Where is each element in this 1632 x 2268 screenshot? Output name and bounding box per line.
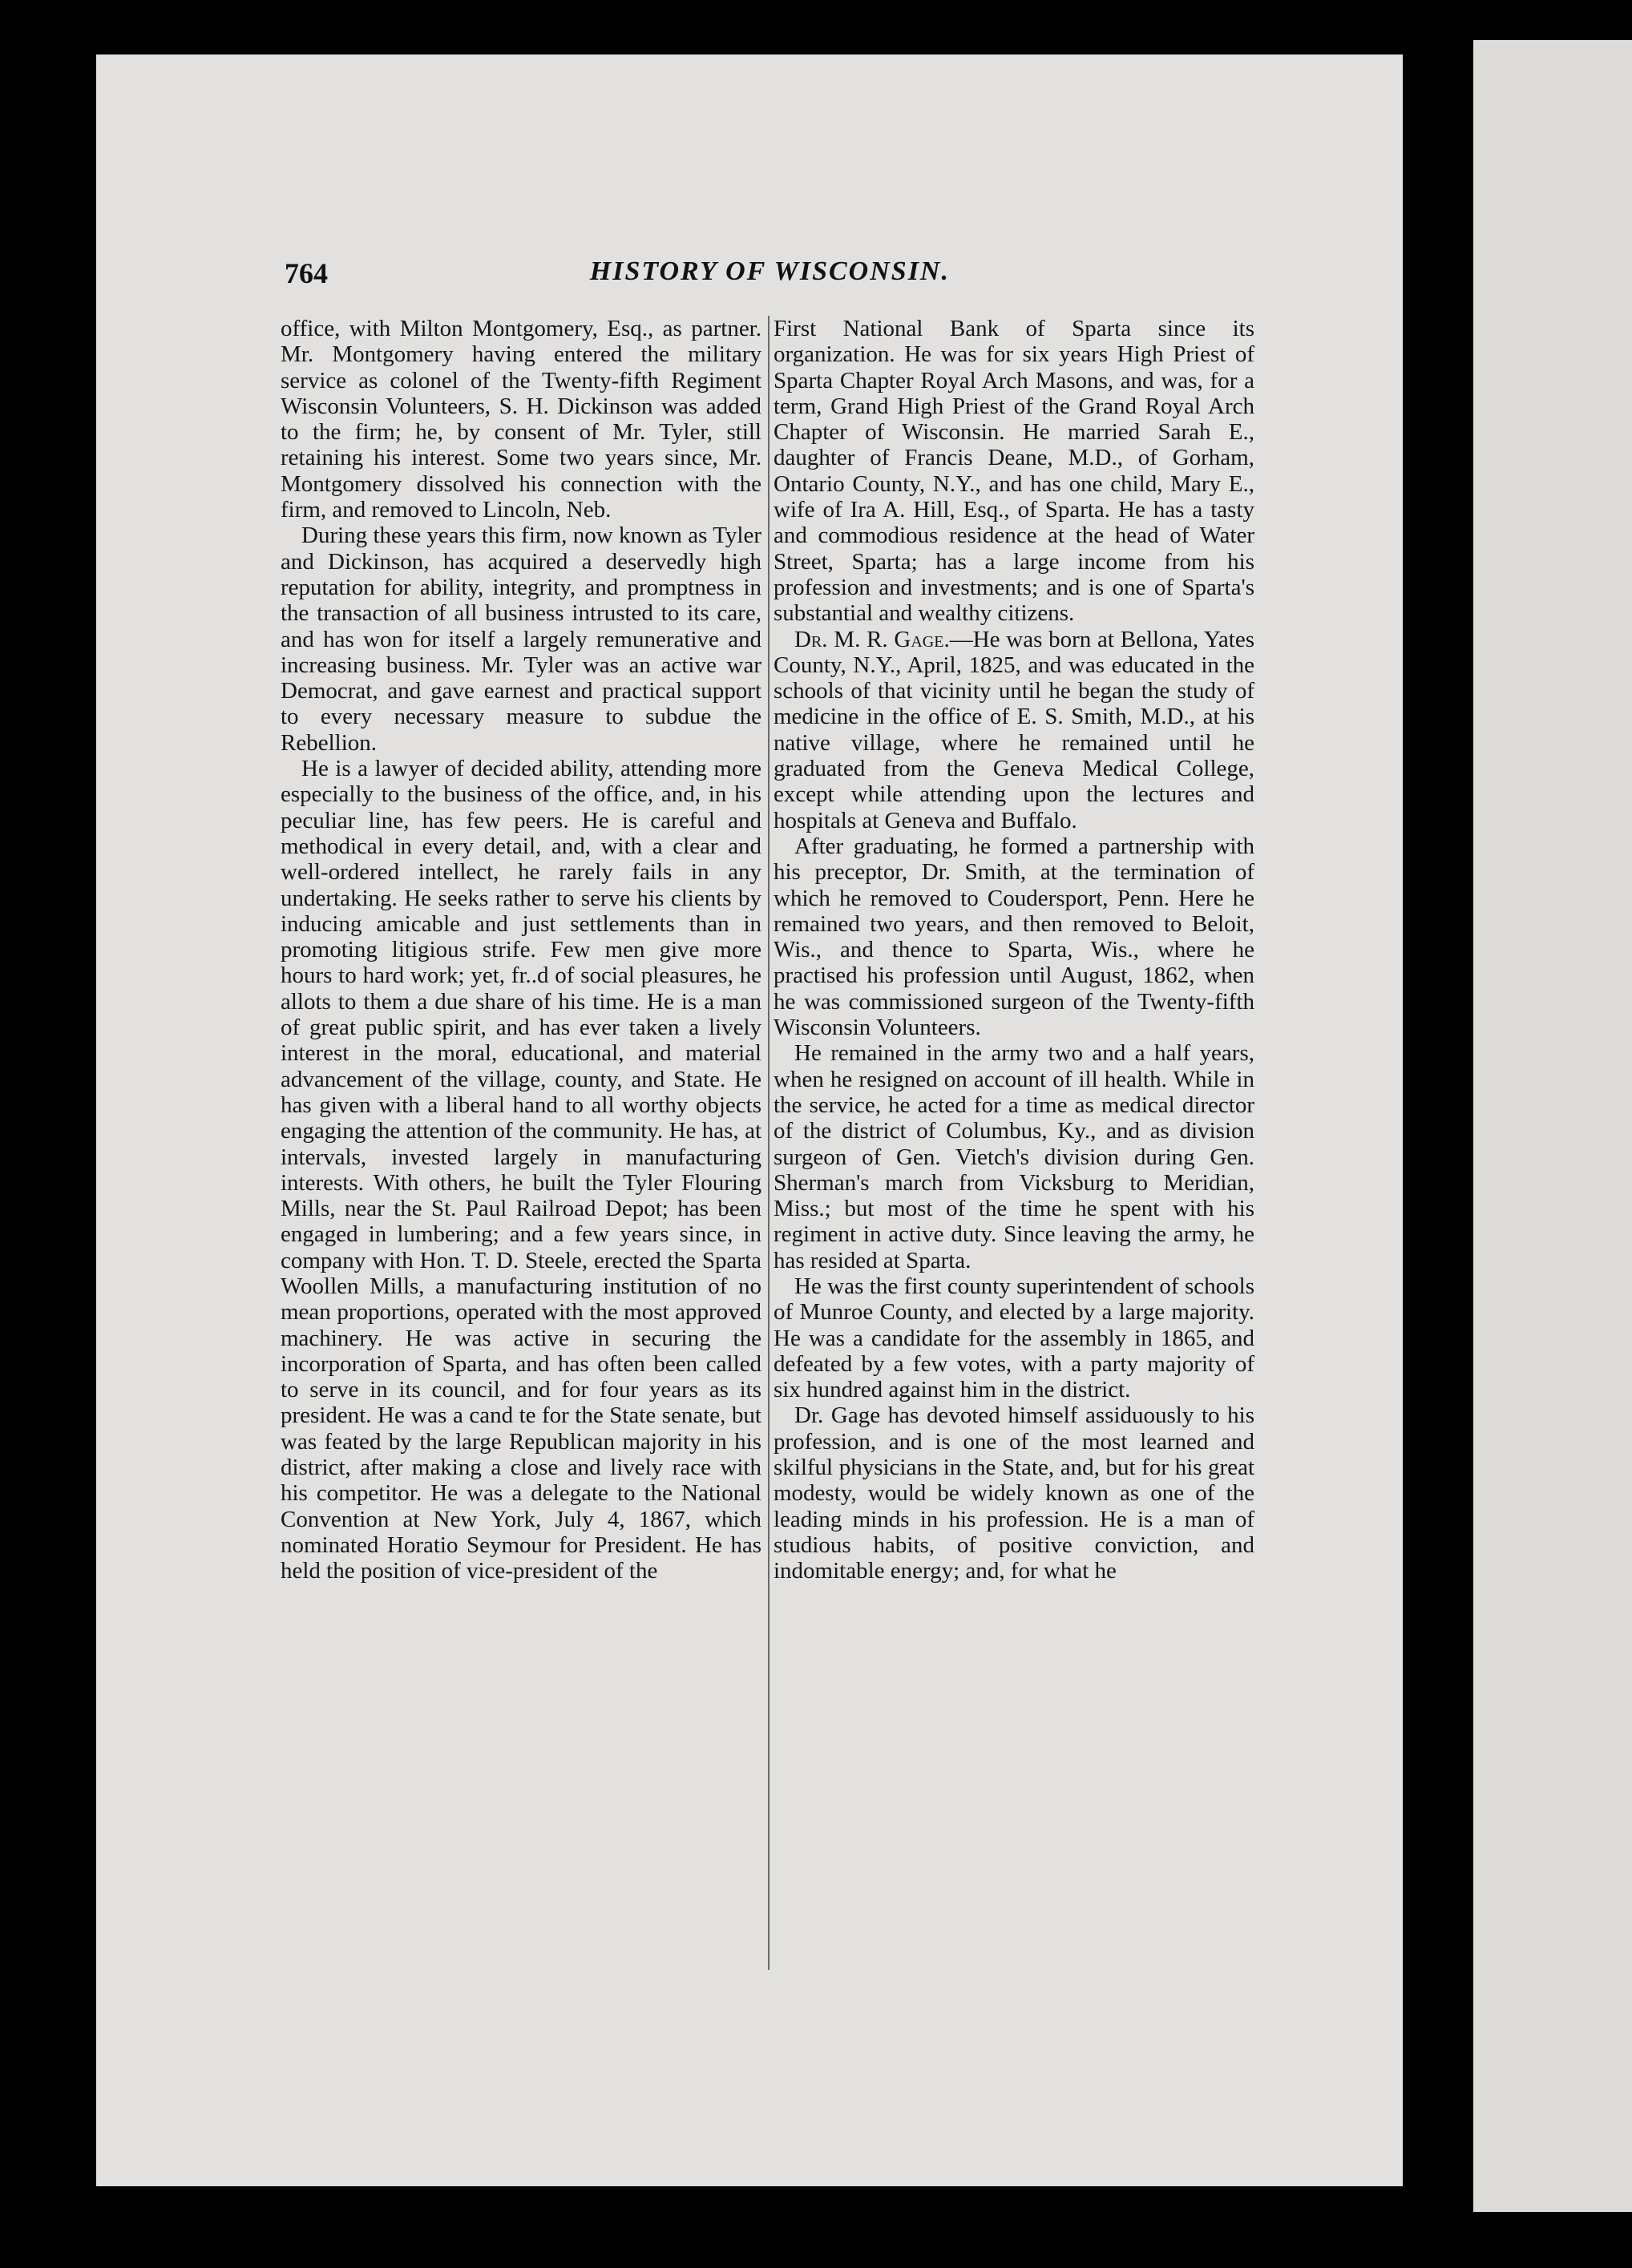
- paragraph: office, with Milton Montgomery, Esq., as partner. Mr. Montgomery having entered the military service as colonel of the Twenty-fifth Regiment Wisconsin Volunteers, S. H. Dickinson was added to the firm; he, by consent of Mr. Tyler, still retaining his interest. Some two years since, Mr. Montgomery dissolved his connection with the firm, and removed to Lincoln, Neb.: [281, 316, 761, 523]
- paragraph: He was the first county superintendent of schools of Munroe County, and elected by a large majority. He was a candidate for the assembly in 1865, and defeated by a few votes, with a party majority of six hundred against him in the district.: [774, 1273, 1254, 1403]
- biography-heading: Dr. M. R. Gage.: [794, 626, 950, 652]
- column-divider: [768, 316, 770, 1970]
- paragraph: Dr. Gage has devoted himself assiduously to his profession, and is one of the most learned and skilful physicians in the State, and, but for his great modesty, would be widely known as one of the leading minds in his profession. He is a man of studious habits, of positive conviction, and indomitable energy; and, for what he: [774, 1402, 1254, 1584]
- left-column: [281, 316, 761, 1584]
- page-header: [285, 256, 950, 297]
- paragraph: [774, 627, 1254, 833]
- paragraph: He remained in the army two and a half years, when he resigned on account of ill health. While in the service, he acted for a time as medical director of the district of Columbus, Ky., and as division surgeon of Gen. Vietch's division during Gen. Sherman's march from Vicksburg to Meridian, Miss.; but most of the time he spent with his regiment in active duty. Since leaving the army, he has resided at Sparta.: [774, 1040, 1254, 1273]
- page-number: 764: [285, 257, 328, 289]
- paragraph: After graduating, he formed a partnership with his preceptor, Dr. Smith, at the termination of which he removed to Coudersport, Penn. Here he remained two years, and then removed to Beloit, Wis., and thence to Sparta, Wis., where he practised his profession until August, 1862, when he was commissioned surgeon of the Twenty-fifth Wisconsin Volunteers.: [774, 833, 1254, 1041]
- facing-page-edge: [1473, 40, 1632, 2212]
- running-title: HISTORY OF WISCONSIN.: [589, 256, 950, 286]
- paragraph: He is a lawyer of decided ability, attending more especially to the business of the office, and, in his peculiar line, has few peers. He is careful and methodical in every detail, and, with a clear and well-ordered intellect, he rarely fails in any undertaking. He seeks rather to serve his clients by inducing amicable and just settlements than in promoting litigious strife. Few men give more hours to hard work; yet, fr..d of social pleasures, he allots to them a due share of his time. He is a man of great public spirit, and has ever taken a lively interest in the moral, educational, and material advancement of the village, county, and State. He has given with a liberal hand to all worthy objects engaging the attention of the community. He has, at intervals, invested largely in manufacturing interests. With others, he built the Tyler Flouring Mills, near the St. Paul Railroad Depot; has been engaged in lumbering; and a few years since, in company with Hon. T. D. Steele, erected the Sparta Woollen Mills, a manufacturing institution of no mean proportions, operated with the most approved machinery. He was active in securing the incorporation of Sparta, and has often been called to serve in its council, and for four years as its president. He was a cand te for the State senate, but was feated by the large Republican majority in his district, after making a close and lively race with his competitor. He was a delegate to the National Convention at New York, July 4, 1867, which nominated Horatio Seymour for President. He has held the position of vice-president of the: [281, 756, 761, 1584]
- right-column: [774, 316, 1254, 1584]
- paragraph: During these years this firm, now known as Tyler and Dickinson, has acquired a deservedly high reputation for ability, integrity, and promptness in the transaction of all business intrusted to its care, and has won for itself a largely remunerative and increasing business. Mr. Tyler was an active war Democrat, and gave earnest and practical support to every necessary measure to subdue the Rebellion.: [281, 523, 761, 756]
- paragraph: First National Bank of Sparta since its organization. He was for six years High Priest of Sparta Chapter Royal Arch Masons, and was, for a term, Grand High Priest of the Grand Royal Arch Chapter of Wisconsin. He married Sarah E., daughter of Francis Deane, M.D., of Gorham, Ontario County, N.Y., and has one child, Mary E., wife of Ira A. Hill, Esq., of Sparta. He has a tasty and commodious residence at the head of Water Street, Sparta; has a large income from his profession and investments; and is one of Sparta's substantial and wealthy citizens.: [774, 316, 1254, 627]
- paragraph-body: —He was born at Bellona, Yates County, N.Y., April, 1825, and was educated in the schools of that vicinity until he began the study of medicine in the office of E. S. Smith, M.D., at his native village, where he remained until he graduated from the Geneva Medical College, except while attending upon the lectures and hospitals at Geneva and Buffalo.: [774, 626, 1254, 833]
